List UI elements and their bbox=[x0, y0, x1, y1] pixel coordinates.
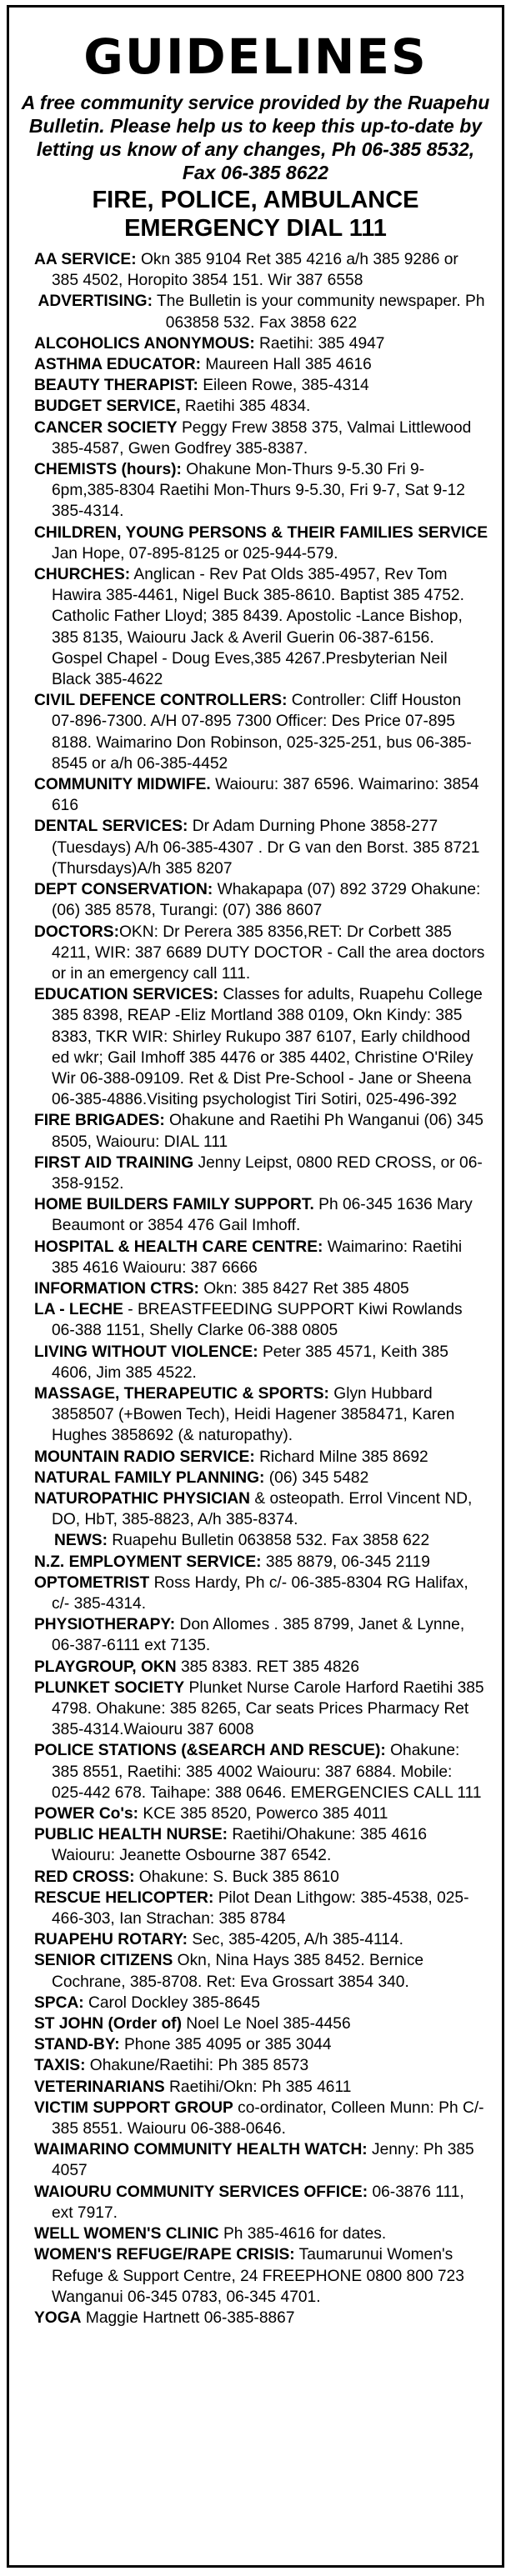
directory-entry bbox=[34, 690, 488, 774]
guidelines-box bbox=[7, 5, 504, 2568]
entry-heading: RUAPEHU ROTARY: bbox=[34, 1931, 188, 1949]
entry-heading: MASSAGE, THERAPEUTIC & SPORTS: bbox=[34, 1384, 329, 1403]
directory-entry bbox=[34, 1342, 488, 1383]
directory-entry bbox=[34, 1867, 488, 1888]
entry-heading: VETERINARIANS bbox=[34, 2078, 165, 2096]
entry-heading: VICTIM SUPPORT GROUP bbox=[34, 2098, 233, 2117]
emergency-line-1: FIRE, POLICE, AMBULANCE bbox=[92, 187, 419, 213]
directory-entry bbox=[34, 2223, 488, 2244]
directory-entry bbox=[34, 2098, 488, 2139]
entry-heading: ADVERTISING: bbox=[38, 293, 153, 311]
entry-details: Phone 385 4095 or 385 3044 bbox=[119, 2036, 332, 2054]
entry-heading: CHEMISTS (hours): bbox=[34, 461, 182, 479]
entry-heading: EDUCATION SERVICES: bbox=[34, 986, 219, 1004]
directory-entry bbox=[34, 1447, 488, 1468]
entry-heading: WAIMARINO COMMUNITY HEALTH WATCH: bbox=[34, 2141, 368, 2159]
entry-heading: SENIOR CITIZENS bbox=[34, 1952, 173, 1970]
page-title: GUIDELINES bbox=[83, 28, 428, 85]
directory-list bbox=[34, 249, 488, 2328]
directory-entry bbox=[34, 1888, 488, 1929]
entry-heading: NEWS: bbox=[54, 1532, 108, 1550]
entry-heading: POWER Co's: bbox=[34, 1805, 139, 1823]
emergency-line-2: EMERGENCY DIAL 111 bbox=[124, 215, 387, 242]
entry-details: 06-3876 111, ext 7917. bbox=[52, 2183, 464, 2222]
entry-heading: NATURAL FAMILY PLANNING: bbox=[34, 1468, 265, 1487]
entry-heading: WELL WOMEN'S CLINIC bbox=[34, 2225, 219, 2243]
directory-entry bbox=[34, 1657, 488, 1678]
entry-heading: RED CROSS: bbox=[34, 1868, 135, 1886]
entry-details: - BREASTFEEDING SUPPORT Kiwi Rowlands 06-388 1151, Shelly Clarke 06-388 0805 bbox=[52, 1301, 463, 1340]
entry-details: Okn, Nina Hays 385 8452. Bernice Cochrane, 385-8708. Ret: Eva Grossart 3854 340. bbox=[52, 1952, 424, 1991]
directory-entry bbox=[34, 1993, 488, 2013]
entry-heading: BUDGET SERVICE, bbox=[34, 398, 181, 416]
entry-details: Peter 385 4571, Keith 385 4606, Jim 385 4522. bbox=[52, 1343, 448, 1382]
directory-entry bbox=[34, 2034, 488, 2055]
entry-heading: FIRE BRIGADES: bbox=[34, 1112, 165, 1130]
entry-details: Peggy Frew 3858 375, Valmai Littlewood 385-4587, Gwen Godfrey 385-8387. bbox=[52, 418, 472, 458]
directory-entry bbox=[34, 984, 488, 1110]
entry-heading: CIVIL DEFENCE CONTROLLERS: bbox=[34, 692, 288, 710]
entry-heading: MOUNTAIN RADIO SERVICE: bbox=[34, 1448, 255, 1466]
directory-entry bbox=[34, 2308, 488, 2328]
entry-details: KCE 385 8520, Powerco 385 4011 bbox=[138, 1805, 388, 1823]
directory-entry bbox=[34, 375, 488, 396]
entry-details: Eileen Rowe, 385-4314 bbox=[198, 377, 369, 395]
entry-heading: CHURCHES: bbox=[34, 566, 131, 584]
entry-details: Glyn Hubbard 3858507 (+Bowen Tech), Heidi Hagener 3858471, Karen Hughes 3858692 (& naturopathy). bbox=[52, 1384, 455, 1445]
entry-heading: BEAUTY THERAPIST: bbox=[34, 377, 198, 395]
entry-details: Waiouru: 387 6596. Waimarino: 3854 616 bbox=[52, 776, 479, 815]
entry-heading: CANCER SOCIETY bbox=[34, 418, 178, 437]
entry-details: Okn 385 9104 Ret 385 4216 a/h 385 9286 or 385 4502, Horopito 3854 151. Wir 387 6558 bbox=[52, 251, 458, 290]
entry-details: co-ordinator, Colleen Munn: Ph C/- 385 8551. Waiouru 06-388-0646. bbox=[52, 2098, 484, 2138]
entry-details: Raetihi/Ohakune: 385 4616 Waiouru: Jeanette Osbourne 387 6542. bbox=[52, 1826, 427, 1865]
directory-entry bbox=[34, 354, 488, 375]
entry-details: Pilot Dean Lithgow: 385-4538, 025-466-303, Ian Strachan: 385 8784 bbox=[52, 1888, 469, 1928]
directory-entry bbox=[34, 1299, 488, 1341]
entry-heading: OPTOMETRIST bbox=[34, 1573, 150, 1592]
entry-details: Don Allomes . 385 8799, Janet & Lynne, 06-387-6111 ext 7135. bbox=[52, 1616, 465, 1655]
directory-entry bbox=[34, 396, 488, 417]
entry-details: & osteopath. Errol Vincent ND, DO, HbT, 385-8823, A/h 385-8374. bbox=[52, 1489, 473, 1529]
entry-heading: AA SERVICE: bbox=[34, 251, 137, 268]
entry-heading: LA - LECHE bbox=[34, 1301, 123, 1319]
directory-entry bbox=[34, 249, 488, 291]
directory-entry bbox=[34, 2077, 488, 2098]
directory-entry bbox=[34, 1488, 488, 1530]
entry-details: Ross Hardy, Ph c/- 06-385-8304 RG Halifax, c/- 385-4314. bbox=[52, 1573, 468, 1613]
directory-entry bbox=[34, 1237, 488, 1278]
entry-heading: DENTAL SERVICES: bbox=[34, 818, 188, 836]
entry-details: Noel Le Noel 385-4456 bbox=[181, 2015, 351, 2033]
directory-entry bbox=[34, 922, 488, 985]
entry-heading: PLUNKET SOCIETY bbox=[34, 1678, 185, 1697]
directory-entry bbox=[34, 1929, 488, 1950]
intro-text: A free community service provided by the Ruapehu Bulletin. Please help us to keep this up-to-date by letting us know of any changes, Ph 06-385 8532, Fax 06-385 8622 bbox=[21, 92, 490, 183]
entry-details: Maggie Hartnett 06-385-8867 bbox=[81, 2308, 295, 2327]
entry-details: Okn: 385 8427 Ret 385 4805 bbox=[198, 1279, 409, 1298]
entry-heading: POLICE STATIONS (&SEARCH AND RESCUE): bbox=[34, 1742, 386, 1760]
entry-details: Ruapehu Bulletin 063858 532. Fax 3858 622 bbox=[107, 1532, 430, 1550]
directory-entry bbox=[34, 1383, 488, 1447]
entry-details: Raetihi/Okn: Ph 385 4611 bbox=[164, 2078, 352, 2096]
entry-details: Whakapapa (07) 892 3729 Ohakune: (06) 385 8578, Turangi: (07) 386 8607 bbox=[52, 881, 481, 920]
directory-entry bbox=[34, 1614, 488, 1656]
directory-entry bbox=[34, 1194, 488, 1236]
entry-heading: FIRST AID TRAINING bbox=[34, 1153, 194, 1172]
directory-entry bbox=[34, 1278, 488, 1299]
entry-heading: SPCA: bbox=[34, 1993, 84, 2012]
entry-heading: PUBLIC HEALTH NURSE: bbox=[34, 1826, 228, 1844]
entry-details: Ohakune and Raetihi Ph Wanganui (06) 345 8505, Waiouru: DIAL 111 bbox=[52, 1112, 483, 1151]
entry-heading: ALCOHOLICS ANONYMOUS: bbox=[34, 334, 255, 353]
entry-details: Waimarino: Raetihi 385 4616 Waiouru: 387 6666 bbox=[52, 1238, 463, 1277]
entry-heading: NATUROPATHIC PHYSICIAN bbox=[34, 1489, 251, 1508]
entry-heading: TAXIS: bbox=[34, 2057, 86, 2075]
entry-heading: HOSPITAL & HEALTH CARE CENTRE: bbox=[34, 1238, 323, 1256]
entry-heading: HOME BUILDERS FAMILY SUPPORT. bbox=[34, 1196, 314, 1214]
entry-details: Ohakune: S. Buck 385 8610 bbox=[134, 1868, 339, 1886]
directory-entry bbox=[34, 1803, 488, 1824]
entry-heading: ST JOHN (Order of) bbox=[34, 2015, 182, 2033]
directory-entry bbox=[34, 1950, 488, 1992]
entry-details: OKN: Dr Perera 385 8356,RET: Dr Corbett 385 4211, WIR: 387 6689 DUTY DOCTOR - Call the area doctors or in an emergency call 111. bbox=[52, 923, 485, 983]
entry-heading: YOGA bbox=[34, 2308, 82, 2327]
directory-entry bbox=[34, 1740, 488, 1803]
entry-heading: RESCUE HELICOPTER: bbox=[34, 1888, 214, 1907]
directory-entry bbox=[34, 1153, 488, 1194]
directory-entry bbox=[34, 2244, 488, 2308]
entry-heading: PLAYGROUP, OKN bbox=[34, 1658, 177, 1676]
entry-details: Ohakune: 385 8551, Raetihi: 385 4002 Waiouru: 387 6884. Mobile: 025-442 678. Taihape: 388 0646. EMERGENCIES CALL 111 bbox=[52, 1742, 482, 1802]
entry-heading: N.Z. EMPLOYMENT SERVICE: bbox=[34, 1553, 262, 1571]
directory-entry bbox=[34, 333, 488, 354]
directory-entry bbox=[34, 774, 488, 816]
directory-entry bbox=[34, 1824, 488, 1866]
entry-heading: COMMUNITY MIDWIFE. bbox=[34, 776, 211, 794]
entry-heading: PHYSIOTHERAPY: bbox=[34, 1616, 176, 1634]
directory-entry bbox=[34, 523, 488, 564]
entry-details: Maureen Hall 385 4616 bbox=[201, 356, 372, 374]
entry-details: Jenny: Ph 385 4057 bbox=[52, 2141, 474, 2180]
entry-details: Sec, 385-4205, A/h 385-4114. bbox=[188, 1931, 403, 1949]
entry-heading: WOMEN'S REFUGE/RAPE CRISIS: bbox=[34, 2246, 295, 2264]
entry-details: Plunket Nurse Carole Harford Raetihi 385 4798. Ohakune: 385 8265, Car seats Prices Pharmacy Ret 385-4314.Waiouru 387 6008 bbox=[52, 1678, 484, 1739]
entry-details: (06) 345 5482 bbox=[264, 1468, 369, 1487]
entry-details: Anglican - Rev Pat Olds 385-4957, Rev Tom Hawira 385-4461, Nigel Buck 385-8610. Baptist 385 4752. Catholic Father Lloyd; 385 8439. Apostolic -Lance Bishop, 385 8135, Waiouru Jack & Averil Guerin 06-387-6156. Gospel Chapel - Doug Eves,385 4267.Presbyterian Neil Black 385-4622 bbox=[52, 566, 464, 689]
directory-entry bbox=[34, 1552, 488, 1573]
entry-details: Ph 06-345 1636 Mary Beaumont or 3854 476 Gail Imhoff. bbox=[52, 1196, 473, 1235]
entry-details: Taumarunui Women's Refuge & Support Centre, 24 FREEPHONE 0800 800 723 Wanganui 06-345 0783, 06-345 4701. bbox=[52, 2246, 464, 2306]
entry-details: 385 8879, 06-345 2119 bbox=[261, 1553, 430, 1571]
emergency-heading bbox=[9, 186, 502, 243]
directory-entry bbox=[34, 2182, 488, 2223]
directory-entry bbox=[34, 291, 488, 333]
entry-heading: DEPT CONSERVATION: bbox=[34, 881, 213, 899]
directory-entry bbox=[34, 1530, 488, 1551]
entry-details: Raetihi 385 4834. bbox=[180, 398, 311, 416]
directory-entry bbox=[34, 459, 488, 523]
entry-details: Ph 385-4616 for dates. bbox=[218, 2225, 387, 2243]
entry-details: Raetihi: 385 4947 bbox=[254, 334, 385, 353]
directory-entry bbox=[34, 1573, 488, 1614]
directory-entry bbox=[34, 1678, 488, 1741]
entry-details: Controller: Cliff Houston 07-896-7300. A/H 07-895 7300 Officer: Des Price 07-895 8188. Waimarino Don Robinson, 025-325-251, bus 06-385-8545 or a/h 06-385-4452 bbox=[52, 692, 472, 773]
directory-entry bbox=[34, 1110, 488, 1152]
entry-heading: CHILDREN, YOUNG PERSONS & THEIR FAMILIES SERVICE bbox=[34, 523, 488, 542]
entry-details: Jenny Leipst, 0800 RED CROSS, or 06-358-9152. bbox=[52, 1153, 483, 1193]
entry-details: Ohakune Mon-Thurs 9-5.30 Fri 9-6pm,385-8304 Raetihi Mon-Thurs 9-5.30, Fri 9-7, Sat 9-12 385-4314. bbox=[52, 461, 465, 521]
entry-details: The Bulletin is your community newspaper. Ph 063858 532. Fax 3858 622 bbox=[153, 293, 485, 332]
directory-entry bbox=[34, 564, 488, 690]
directory-entry bbox=[34, 879, 488, 921]
directory-entry bbox=[34, 1468, 488, 1488]
entry-heading: LIVING WITHOUT VIOLENCE: bbox=[34, 1343, 258, 1361]
entry-details: Carol Dockley 385-8645 bbox=[83, 1993, 260, 2012]
entry-details: Jan Hope, 07-895-8125 or 025-944-579. bbox=[52, 544, 338, 563]
entry-heading: DOCTORS: bbox=[34, 923, 119, 941]
directory-entry bbox=[34, 816, 488, 879]
entry-details: Richard Milne 385 8692 bbox=[254, 1448, 428, 1466]
entry-details: Dr Adam Durning Phone 3858-277 (Tuesdays) A/h 06-385-4307 . Dr G van den Borst. 385 8721 (Thursdays)A/h 385 8207 bbox=[52, 818, 480, 878]
directory-entry bbox=[34, 2013, 488, 2034]
entry-heading: WAIOURU COMMUNITY SERVICES OFFICE: bbox=[34, 2183, 368, 2201]
entry-details: Classes for adults, Ruapehu College 385 8398, REAP -Eliz Mortland 388 0109, Okn Kindy: 385 8383, TKR WIR: Shirley Rukupo 387 6107, Early childhood ed wkr; Gail Imhoff 385 4476 or 385 4402, Christine O'Riley Wir 06-388-09109. Ret & Dist Pre-School - Jane or Sheena 06-385-4886.Visiting psychologist Tiri Sotiri, 025-496-392 bbox=[52, 986, 483, 1109]
directory-entry bbox=[34, 418, 488, 459]
entry-heading: ASTHMA EDUCATOR: bbox=[34, 356, 202, 374]
entry-heading: INFORMATION CTRS: bbox=[34, 1279, 199, 1298]
entry-heading: STAND-BY: bbox=[34, 2036, 120, 2054]
entry-details: 385 8383. RET 385 4826 bbox=[176, 1658, 360, 1676]
directory-entry bbox=[34, 2139, 488, 2181]
directory-entry bbox=[34, 2055, 488, 2076]
entry-details: Ohakune/Raetihi: Ph 385 8573 bbox=[85, 2057, 309, 2075]
